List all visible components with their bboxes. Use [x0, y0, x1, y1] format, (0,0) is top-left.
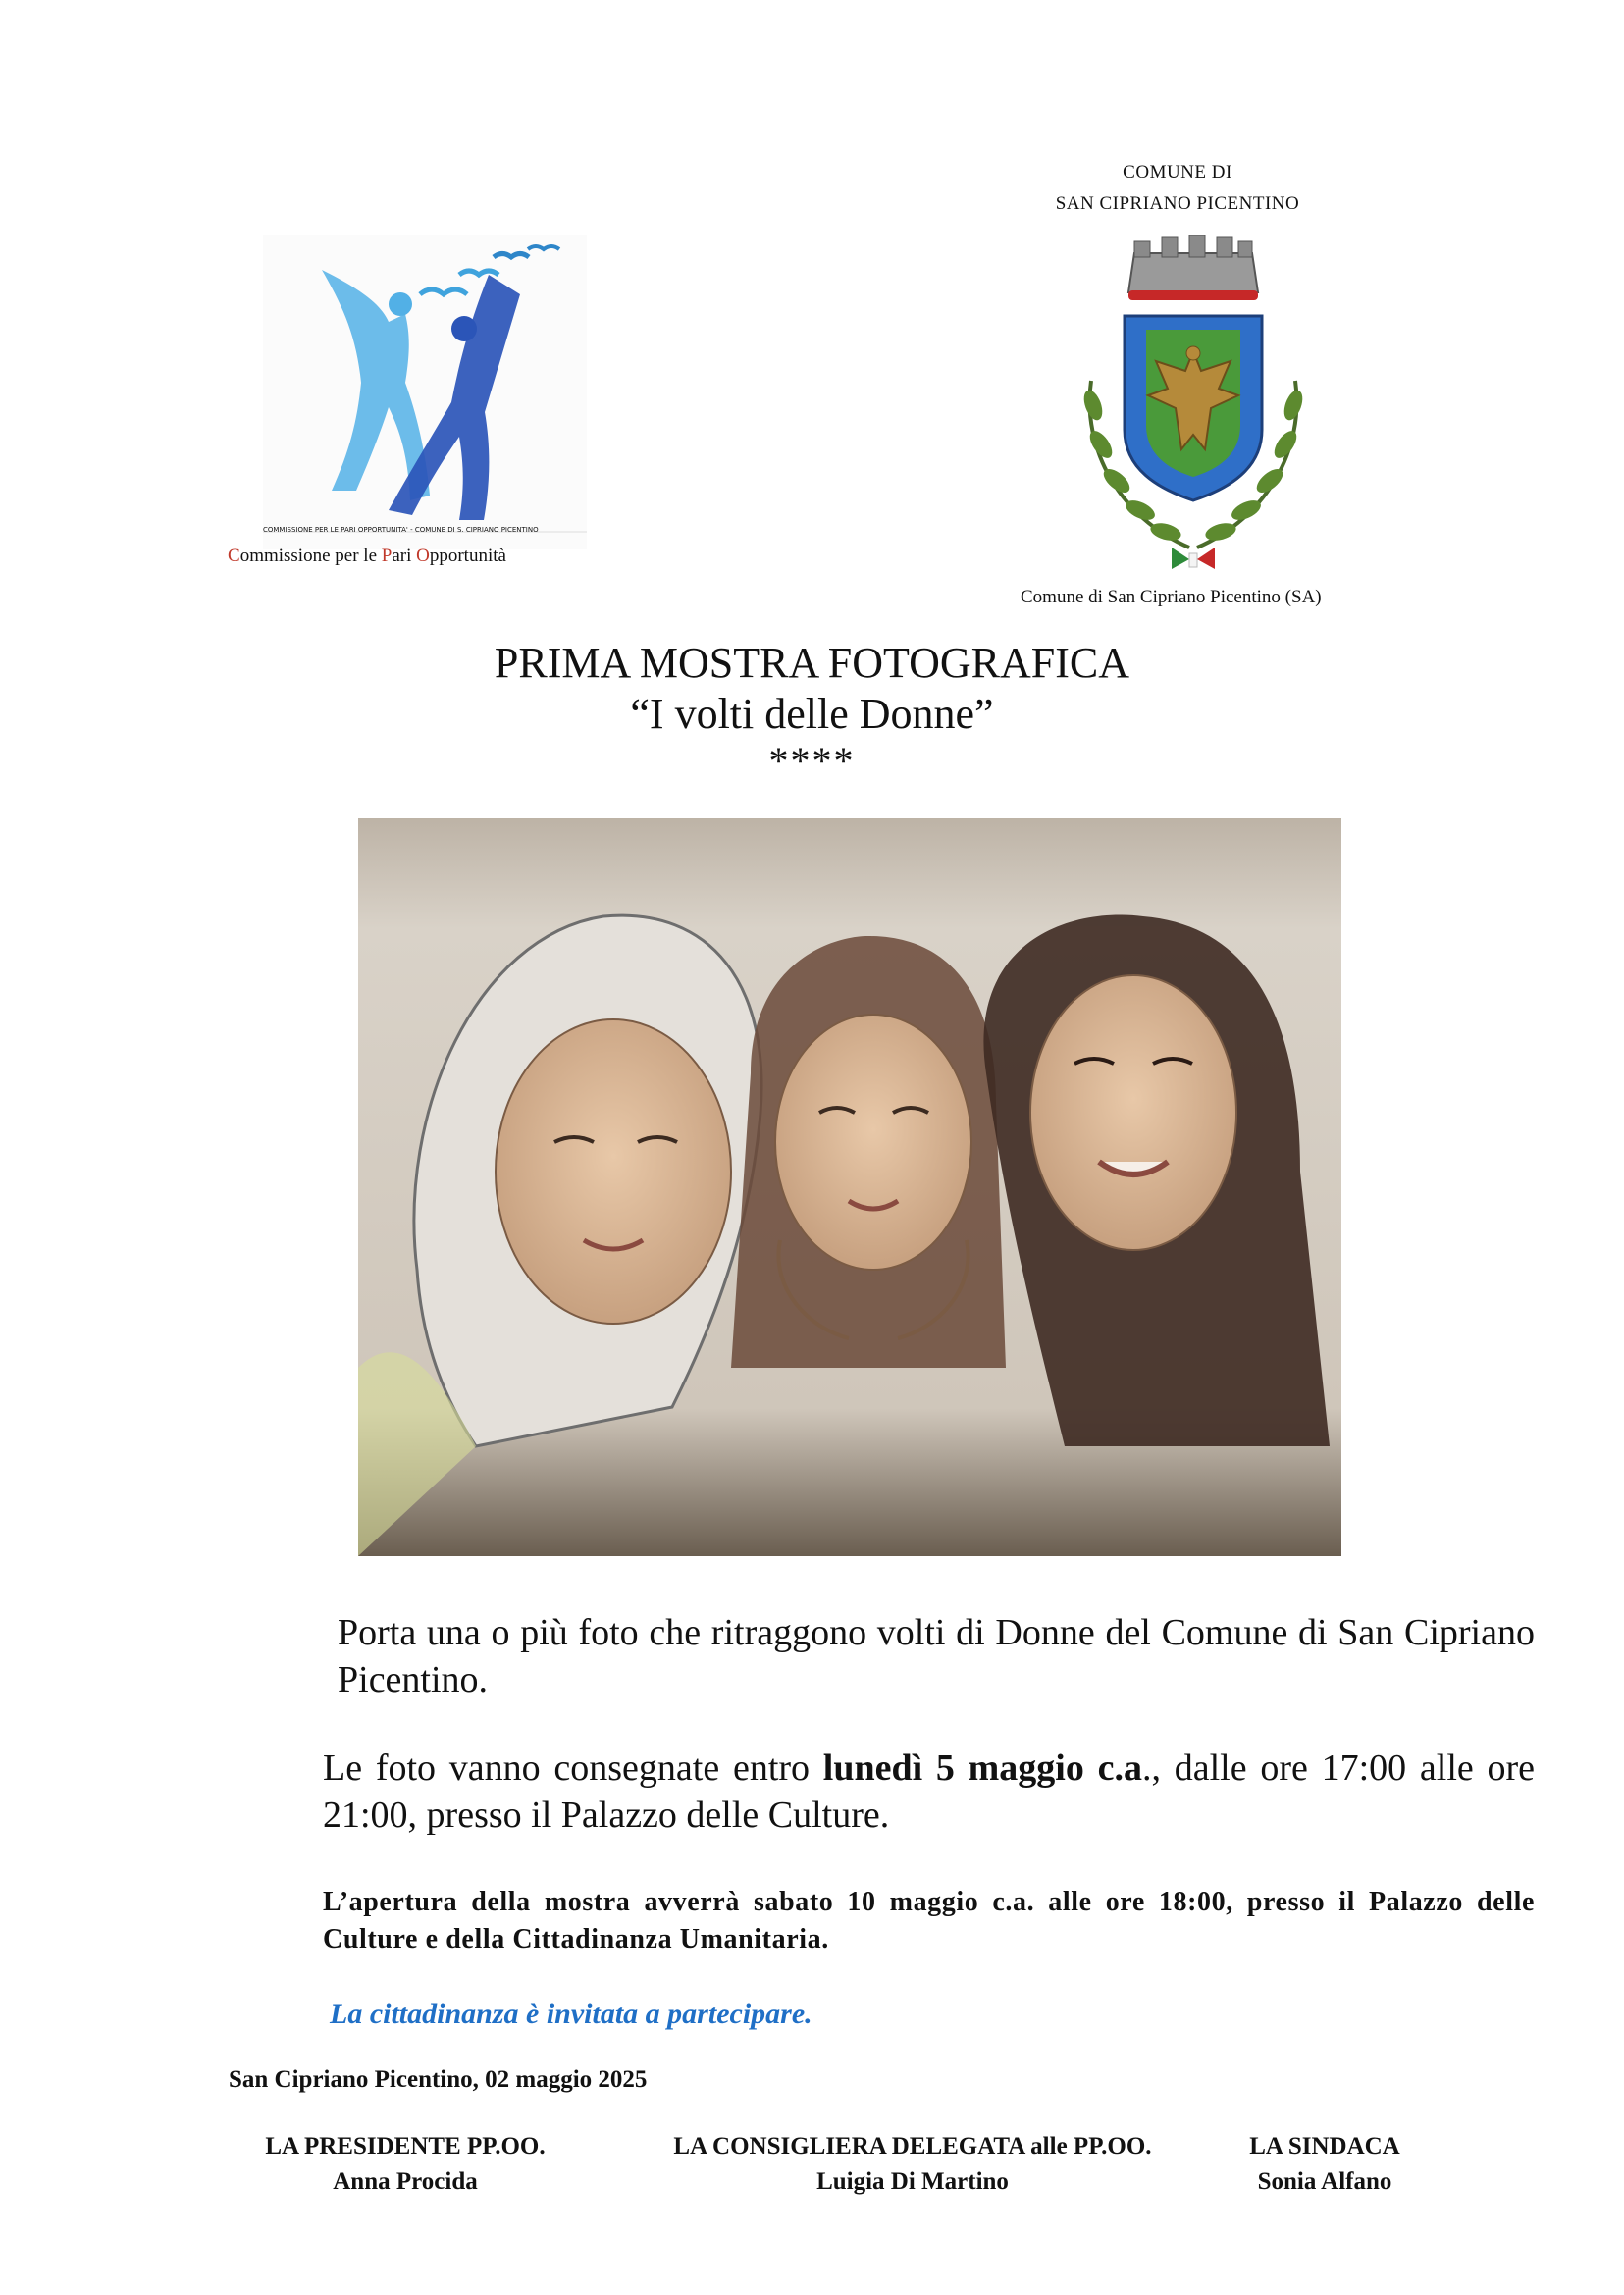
title-block	[0, 638, 1624, 783]
page-subtitle: “I volti delle Donne”	[630, 690, 994, 738]
coat-of-arms-icon	[1052, 224, 1335, 577]
comune-header-line1: COMUNE DI	[1123, 162, 1232, 183]
title-separator: ****	[768, 739, 856, 783]
paragraph-opening: L’apertura della mostra avverrà sabato 10 maggio c.a. alle ore 18:00, presso il Palazzo delle Culture e della Cittadinanza Umanitaria.	[323, 1887, 1535, 1955]
left-logo-caption	[228, 546, 640, 567]
comune-header-line2: SAN CIPRIANO PICENTINO	[1055, 193, 1300, 214]
pari-opportunita-logo	[263, 235, 587, 549]
signature-sindaca	[1222, 2129, 1428, 2200]
caption-initial-o: O	[416, 546, 430, 566]
delivery-deadline: lunedì 5 maggio c.a	[822, 1747, 1142, 1789]
portrait-sketch-image	[358, 818, 1341, 1556]
caption-text-2: ari	[392, 546, 417, 566]
paragraph-delivery	[229, 1745, 1535, 1839]
invitation-line: La cittadinanza è invitata a partecipare.	[330, 1998, 812, 2030]
crest-caption: Comune di San Cipriano Picentino (SA)	[1021, 587, 1322, 607]
signature-consigliera	[618, 2129, 1207, 2200]
paragraph-intro: Porta una o più foto che ritraggono volti di Donne del Comune di San Cipriano Picentino.	[338, 1612, 1535, 1700]
place-date: San Cipriano Picentino, 02 maggio 2025	[229, 2066, 648, 2093]
page-title: PRIMA MOSTRA FOTOGRAFICA	[494, 639, 1130, 687]
caption-text-3: pportunità	[429, 546, 506, 566]
municipal-crest	[1052, 224, 1335, 577]
signature-presidente	[229, 2129, 582, 2200]
delivery-text-b: ., dalle ore 17:00 alle ore 21:00, presso il Palazzo delle Culture.	[323, 1747, 1536, 1836]
comune-header	[1021, 157, 1335, 220]
signature-name: Luigia Di Martino	[816, 2168, 1009, 2195]
signature-role: LA CONSIGLIERA DELEGATA alle PP.OO.	[673, 2133, 1152, 2160]
three-women-drawing	[358, 818, 1341, 1556]
signature-role: LA PRESIDENTE PP.OO.	[265, 2133, 546, 2160]
signature-name: Anna Procida	[333, 2168, 478, 2195]
delivery-text-a: Le foto vanno consegnate entro	[323, 1747, 823, 1789]
signature-role: LA SINDACA	[1249, 2133, 1400, 2160]
dancers-birds-illustration	[263, 235, 587, 549]
caption-initial-c: C	[228, 546, 240, 566]
caption-text-1: ommissione per le	[239, 546, 382, 566]
signature-name: Sonia Alfano	[1257, 2168, 1392, 2195]
caption-initial-p: P	[381, 546, 393, 566]
logo-inner-caption: COMMISSIONE PER LE PARI OPPORTUNITA' - COMUNE DI S. CIPRIANO PICENTINO	[263, 526, 539, 534]
